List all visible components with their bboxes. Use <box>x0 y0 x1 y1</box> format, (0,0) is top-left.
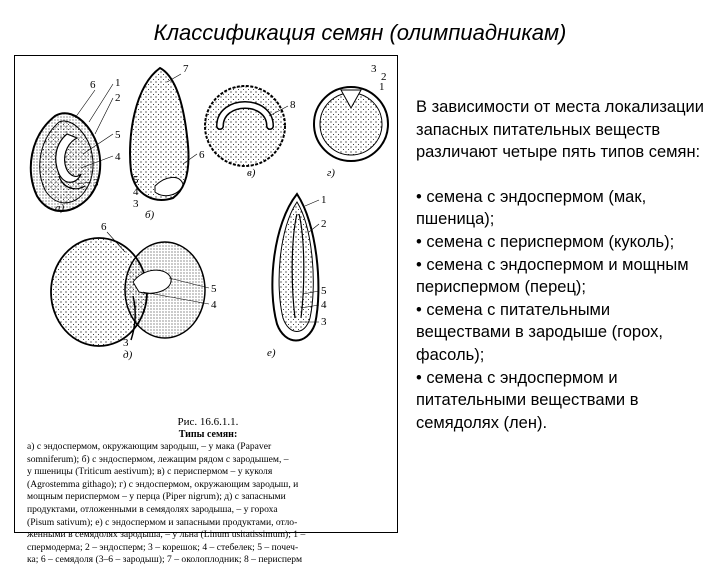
label-a-3: 3 <box>93 177 99 189</box>
label-a-2: 2 <box>115 92 121 104</box>
seed-b-wheat <box>130 68 188 200</box>
seed-v-corncockle <box>205 86 285 166</box>
label-e-4: 4 <box>321 299 327 311</box>
label-d-6: 6 <box>101 221 107 233</box>
caption-line: у пшеницы (Triticum aestivum); в) с периспермом – у куколя <box>27 466 273 478</box>
seed-a-poppy <box>31 113 100 211</box>
seed-d-pea <box>51 238 205 346</box>
figure-subtitle: Типы семян: <box>178 429 238 440</box>
label-b-4: 4 <box>133 186 139 198</box>
label-b-3: 3 <box>133 198 139 210</box>
caption-line: ка; 6 – семядоля (3–6 – зародыш); 7 – околоплодник; 8 – перисперм <box>27 554 303 566</box>
bullet-item: • семена с эндоспермом и питательными веществами в семядолях (лен). <box>416 368 639 432</box>
caption-line: а) с эндоспермом, окружающим зародыш, – у мака (Papaver <box>27 441 272 452</box>
caption-line: спермодерма; 2 – эндосперм; 3 – корешок; 4 – стебелек; 5 – почеч- <box>27 541 299 553</box>
label-a-4: 4 <box>115 151 121 163</box>
figure-caption <box>27 416 389 567</box>
figure-title: Рис. 16.6.1.1. <box>177 416 239 428</box>
letter-v: в) <box>247 167 256 179</box>
label-d-3: 3 <box>123 337 129 349</box>
seed-types-figure <box>14 55 398 566</box>
seed-e-flax <box>272 194 318 341</box>
letter-b: б) <box>145 209 155 221</box>
label-a-1: 1 <box>115 77 121 89</box>
bullet-item: • семена с эндоспермом и мощным периспермом (перец); <box>416 255 689 297</box>
letter-e: е) <box>267 347 276 359</box>
label-b-7: 7 <box>183 63 189 75</box>
label-v-8: 8 <box>290 99 296 111</box>
caption-line: продуктами, отложенными в семядолях зародыша, – у гороха <box>27 503 278 515</box>
slide-title: Классификация семян (олимпиадникам) <box>153 20 567 45</box>
label-g-2: 2 <box>381 71 387 83</box>
label-e-5: 5 <box>321 285 327 297</box>
label-g-3: 3 <box>371 63 377 75</box>
caption-line: женными в семядолях зародыша, – у льна (Linum usitatissimum); 1 – <box>27 529 306 541</box>
letter-a: а) <box>55 202 65 214</box>
label-e-2: 2 <box>321 218 327 230</box>
seed-classification-text <box>416 96 706 434</box>
label-g-1: 1 <box>379 81 385 93</box>
bullet-item: • семена с периспермом (куколь); <box>416 232 675 251</box>
label-b-6: 6 <box>199 149 205 161</box>
letter-d: д) <box>123 349 133 361</box>
caption-line: somniferum); б) с эндоспермом, лежащим рядом с зародышем, – <box>27 453 289 465</box>
label-a-5: 5 <box>115 129 121 141</box>
caption-line: мощным периспермом – у перца (Piper nigrum); д) с запасными <box>27 491 286 503</box>
label-b-5: 5 <box>133 174 139 186</box>
seed-g-pepper <box>314 87 388 161</box>
label-d-4: 4 <box>211 299 217 311</box>
label-e-1: 1 <box>321 194 327 206</box>
intro-paragraph: В зависимости от места локализации запасных питательных веществ различают четыре пять типов семян: <box>416 98 704 162</box>
label-e-3: 3 <box>321 316 327 328</box>
bullet-item: • семена с питательными веществами в зародыше (горох, фасоль); <box>416 300 663 364</box>
letter-g: г) <box>327 167 335 179</box>
label-d-5: 5 <box>211 283 217 295</box>
bullet-item: • семена с эндоспермом (мак, пшеница); <box>416 187 647 229</box>
caption-line: (Pisum sativum); е) с эндоспермом и запасными продуктами, отло- <box>27 516 298 528</box>
label-a-6: 6 <box>90 79 96 91</box>
caption-line: (Agrostemma githago); г) с эндоспермом, окружающим зародыш, и <box>27 478 299 490</box>
